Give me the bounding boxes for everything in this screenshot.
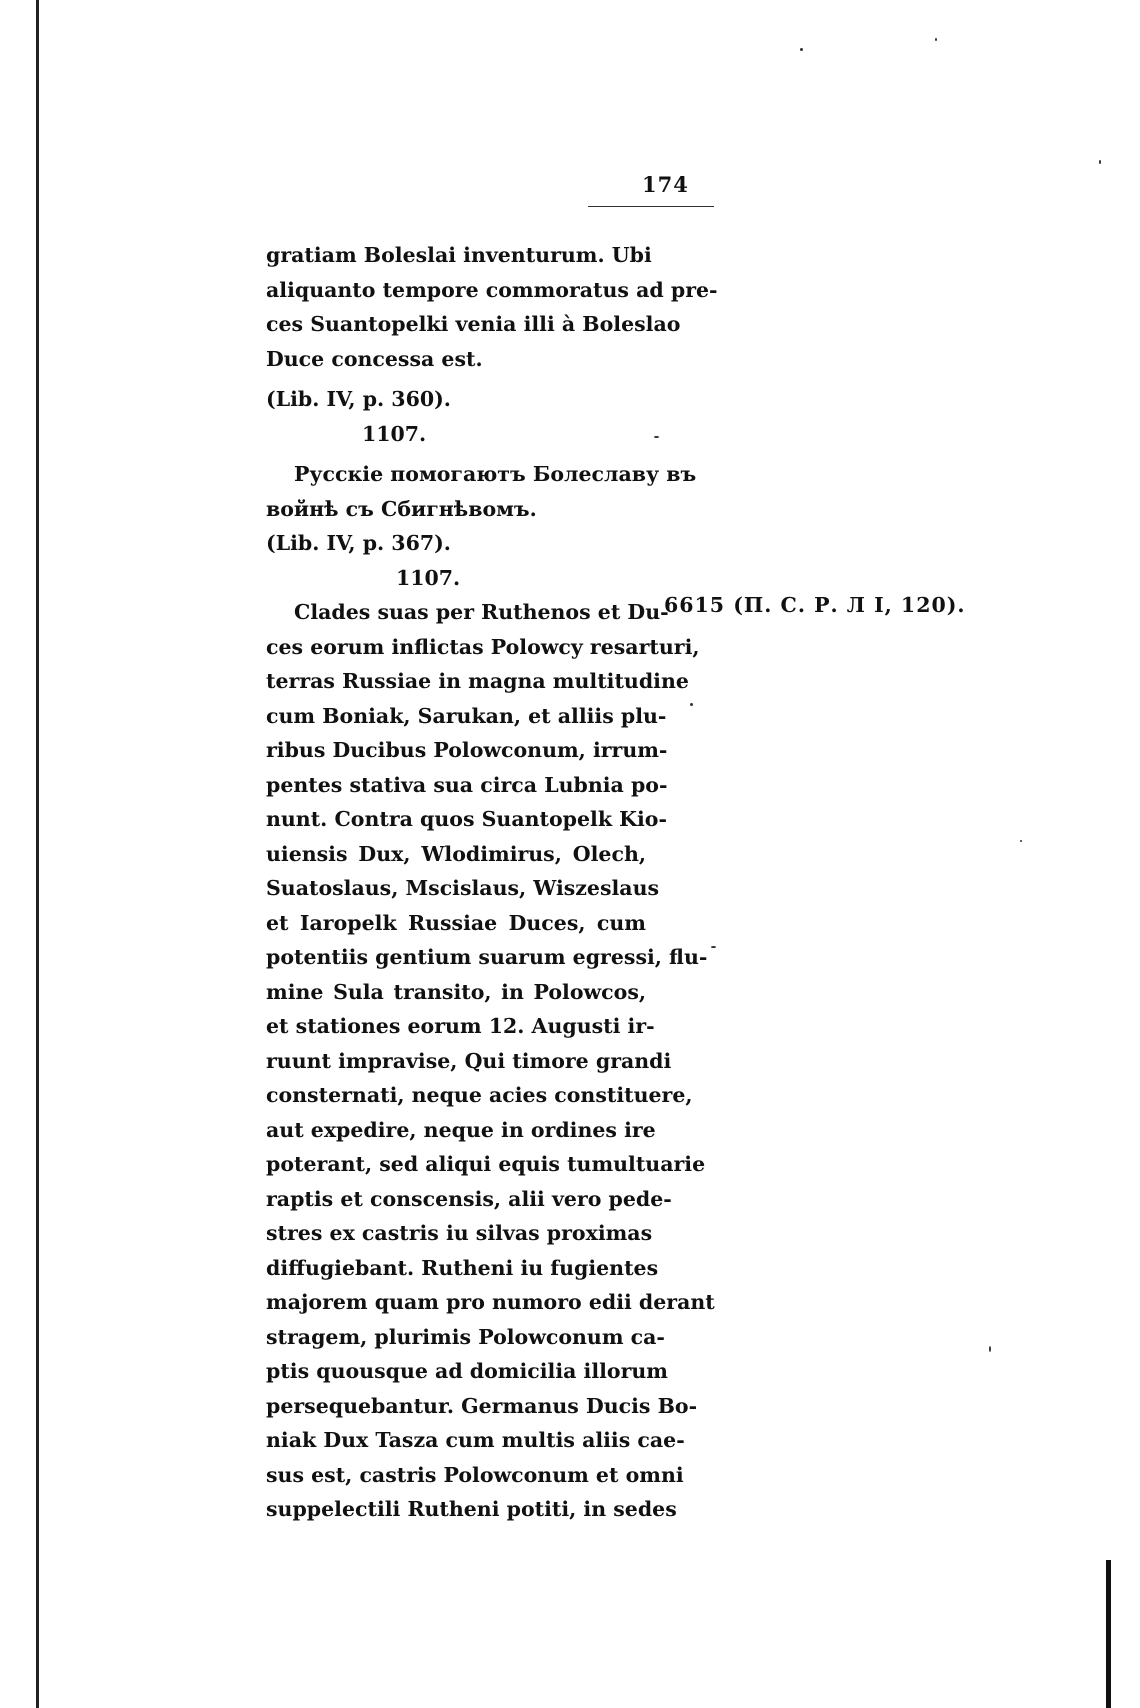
text-line: ptis quousque ad domicilia illorum [266, 1359, 668, 1383]
text-line: stragem, plurimis Polowconum ca- [266, 1324, 665, 1349]
margin-note: 6615 (П. С. Р. Л І, 120). [664, 593, 966, 617]
text-line: mine Sula transito, in Polowcos, [266, 979, 646, 1004]
text-line: ces eorum inflictas Polowcy resarturi, [266, 634, 700, 659]
text-line: ces Suantopelki venia illi à Boleslao [266, 312, 681, 336]
text-line: persequebantur. Germanus Ducis Bo- [266, 1393, 698, 1418]
text-line: potentiis gentium suarum egressi, flu- [266, 945, 708, 969]
text-line: Clades suas per Ruthenos et Du- [294, 600, 669, 624]
page-left-edge [36, 0, 39, 1708]
text-line: nunt. Contra quos Suantopelk Kio- [266, 807, 667, 831]
year-heading: 1107. [362, 421, 427, 446]
speck [690, 703, 693, 706]
text-line: et stationes eorum 12. Augusti ir- [266, 1014, 655, 1038]
text-line: diffugiebant. Rutheni iu fugientes [266, 1255, 659, 1280]
text-line: ribus Ducibus Polowconum, irrum- [266, 738, 668, 762]
text-line: Suatoslaus, Mscislaus, Wiszeslaus [266, 876, 660, 900]
text-line: et Iaropelk Russiae Duces, cum [266, 910, 646, 935]
speck [1020, 840, 1022, 842]
text-line: войнѣ съ Сбигнѣвомъ. [266, 496, 537, 521]
year-heading: 1107. [396, 565, 461, 590]
speck [1099, 160, 1101, 164]
text-line: terras Russiae in magna multitudine [266, 669, 689, 693]
text-line: aliquanto tempore commoratus ad pre- [266, 277, 718, 302]
text-line: pentes stativa sua circa Lubnia po- [266, 772, 668, 797]
citation: (Lib. IV, p. 367). [266, 531, 451, 555]
text-column [266, 238, 718, 1527]
page-number: 174 [642, 172, 689, 197]
text-line: sus est, castris Polowconum et omni [266, 1462, 684, 1487]
speck [989, 1346, 991, 1352]
citation: (Lib. IV, p. 360). [266, 387, 451, 411]
text-line: Русскіе помогаютъ Болеславу въ [294, 462, 697, 486]
text-line: stres ex castris iu silvas proximas [266, 1221, 653, 1245]
page-number-rule [588, 206, 714, 207]
text-line: uiensis Dux, Wlodimirus, Olech, [266, 841, 646, 866]
page-right-edge [1106, 1560, 1111, 1708]
text-line: Duce concessa est. [266, 346, 483, 371]
speck [800, 48, 803, 51]
text-line: suppelectili Rutheni potiti, in sedes [266, 1497, 677, 1521]
text-line: poterant, sed aliqui equis tumultuarie [266, 1152, 706, 1176]
text-line: raptis et conscensis, alii vero pede- [266, 1186, 672, 1211]
speck [935, 38, 937, 41]
text-line: consternati, neque acies constituere, [266, 1083, 693, 1107]
text-line: cum Boniak, Sarukan, et alliis plu- [266, 703, 667, 728]
text-line: aut expedire, neque in ordines ire [266, 1117, 656, 1142]
speck [654, 436, 659, 438]
text-line: majorem quam pro numoro edii derant [266, 1290, 715, 1314]
text-line: gratiam Boleslai inventurum. Ubi [266, 243, 652, 267]
text-line: ruunt impravise, Qui timore grandi [266, 1048, 672, 1073]
speck [711, 946, 716, 948]
text-line: niak Dux Tasza cum multis aliis cae- [266, 1428, 685, 1452]
